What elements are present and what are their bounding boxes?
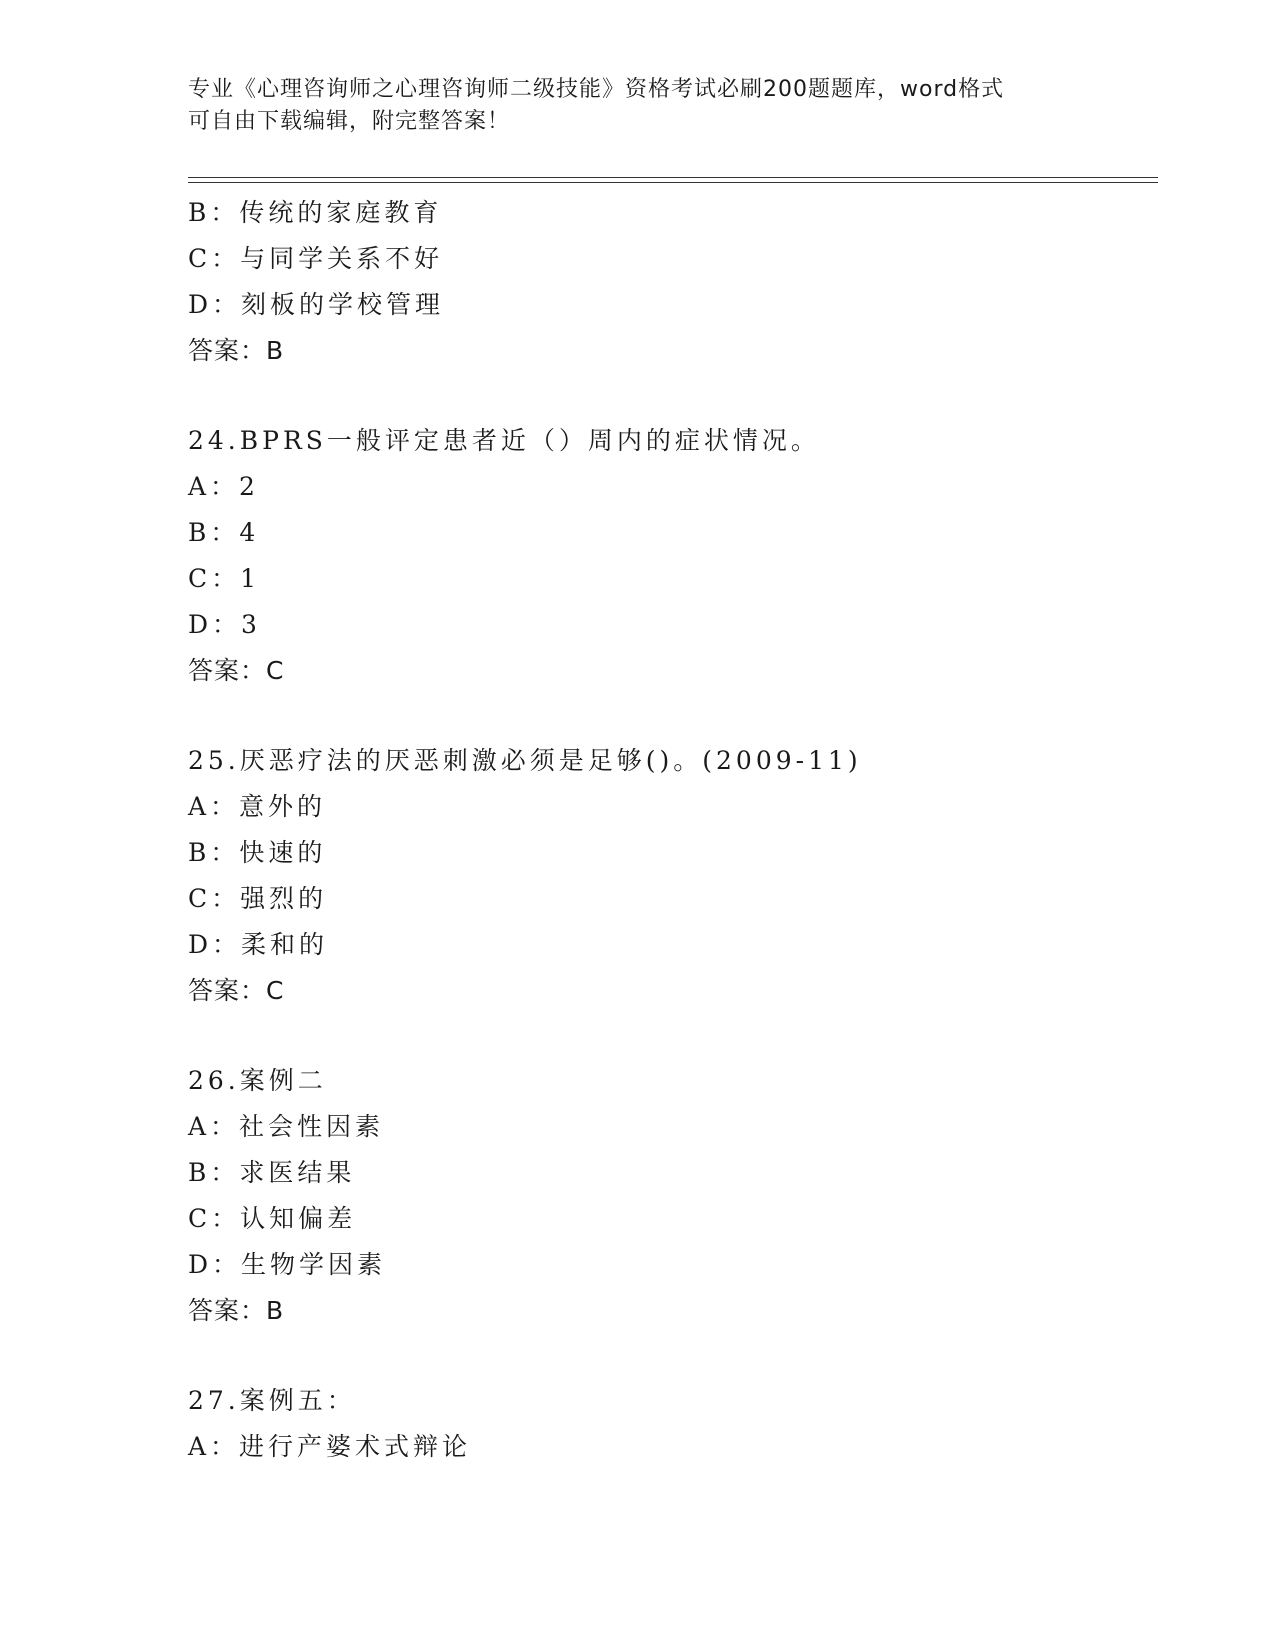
option-c: C：认知偏差 [188, 1204, 357, 1233]
question-text: 26.案例二 [188, 1066, 327, 1095]
question-block-26 [188, 1058, 1148, 1334]
question-text: 27.案例五： [188, 1386, 356, 1415]
option-a: A：意外的 [188, 792, 327, 821]
answer-line: 答案：B [188, 1296, 285, 1325]
option-a: A：社会性因素 [188, 1112, 385, 1141]
answer-line: 答案：B [188, 336, 285, 365]
question-block-24 [188, 418, 1148, 694]
question-list [188, 190, 1148, 1514]
option-b: B：快速的 [188, 838, 327, 867]
option-c: C：1 [188, 564, 261, 593]
question-block-27 [188, 1378, 1148, 1470]
option-a: A：2 [188, 472, 259, 501]
header-title-line-2: 可自由下载编辑，附完整答案！ [188, 109, 511, 134]
header-divider-top [188, 177, 1158, 178]
option-b: B：传统的家庭教育 [188, 198, 443, 227]
header-title-line-1: 专业《心理咨询师之心理咨询师二级技能》资格考试必刷200题题库，word格式 [188, 77, 1005, 102]
option-c: C：强烈的 [188, 884, 328, 913]
answer-line: 答案：C [188, 656, 285, 685]
option-d: D：刻板的学校管理 [188, 290, 445, 319]
answer-line: 答案：C [188, 976, 285, 1005]
option-d: D：柔和的 [188, 930, 329, 959]
document-header [188, 74, 1088, 138]
option-a: A：进行产婆术式辩论 [188, 1432, 472, 1461]
question-block-25 [188, 738, 1148, 1014]
question-text: 24.BPRS一般评定患者近（）周内的症状情况。 [188, 426, 820, 455]
header-divider-bottom [188, 182, 1158, 183]
option-d: D：生物学因素 [188, 1250, 387, 1279]
option-b: B：4 [188, 518, 260, 547]
option-d: D：3 [188, 610, 261, 639]
option-b: B：求医结果 [188, 1158, 356, 1187]
option-c: C：与同学关系不好 [188, 244, 444, 273]
question-text: 25.厌恶疗法的厌恶刺激必须是足够()。(2009-11) [188, 746, 862, 775]
question-block-23 [188, 190, 1148, 374]
